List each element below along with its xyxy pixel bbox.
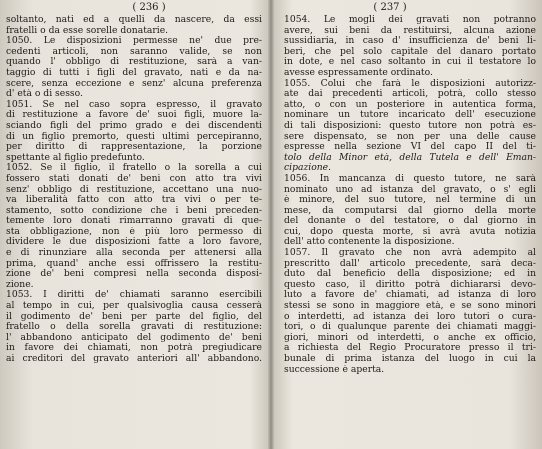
text-line: e di rinunziare alla seconda per attenersi alla [6, 248, 262, 259]
text-line: senz' obbligo di restituzione, accettano una nuo- [6, 184, 262, 195]
text-line: 1055. Colui che farà le disposizioni autorizz- [284, 78, 536, 89]
text-line: cui, dopo questa morte, si avrà avuta notizia [284, 226, 536, 237]
text-line: di un figlio premorto, questi ultimi percepiranno, [6, 131, 262, 142]
text-line: beri, che pel solo capitale del danaro portato [284, 46, 536, 57]
text-line: dell' atto contenente la disposizione. [284, 237, 455, 248]
text-line: atto, o con un posteriore in autentica forma, [284, 99, 536, 110]
book-gutter [268, 0, 274, 449]
text-line: tolo della Minor età, della Tutela e dell' Eman- [284, 152, 536, 163]
text-line: 1052. Se il figlio, il fratello o la sorella a cui [6, 163, 262, 174]
text-line: luto a favore de' chiamati, ad istanza di loro [284, 290, 536, 301]
text-line: taggio di tutti i figli del gravato, nati e da na- [6, 67, 262, 78]
text-line: bunale di prima istanza del luogo in cui la [284, 354, 536, 364]
right-page [284, 2, 536, 447]
text-line: stamento, sotto condizione che i beni preceden- [6, 205, 262, 216]
text-line: 1057. Il gravato che non avrà adempito al [284, 248, 536, 259]
text-line: dividere le due disposizioni fatte a loro favore, [6, 237, 262, 248]
text-line: ate dai precedenti articoli, potrà, collo stesso [284, 89, 536, 100]
text-line: in favore dei chiamati, non potrà pregiudicare [6, 343, 262, 354]
text-line: mese, da computarsi dal giorno della morte [284, 205, 536, 216]
text-line: in dote, e nel caso soltanto in cui il testatore lo [284, 57, 536, 68]
text-line: nominare un tutore incaricato dell' esecuzione [284, 110, 536, 121]
text-line: sussidiaria, in caso d' insufficienza de' beni li- [284, 36, 536, 47]
text-line: 1051. Se nel caso sopra espresso, il gravato [6, 99, 262, 110]
text-line: cipazione. [284, 163, 332, 174]
text-line: prescritto dall' articolo precedente, sarà deca- [284, 258, 536, 269]
page-number-left: ( 236 ) [132, 2, 166, 13]
text-line: è minore, del suo tutore, nel termine di un [284, 195, 536, 206]
text-line: fratelli o da esse sorelle donatarie. [6, 25, 169, 36]
text-line: quando l' obbligo di restituzione, sarà a van- [6, 57, 262, 68]
text-line: stessi se sono in maggiore età, e se sono minori [284, 301, 536, 312]
text-line: avesse espressamente ordinato. [284, 67, 433, 78]
text-line: al tempo in cui, per qualsivoglia causa cesserà [6, 301, 262, 312]
text-line: d' età o di sesso. [6, 89, 83, 100]
text-line: duto dal beneficio della disposizione; ed in [284, 269, 536, 280]
text-line: a richiesta del Regio Procuratore presso il tri- [284, 343, 536, 354]
text-line: sciando figli del primo grado e dei discendenti [6, 120, 262, 131]
text-line: fossero stati donati de' beni con atto tra vivi [6, 173, 262, 184]
text-line: temente loro donati rimarranno gravati di que- [6, 216, 262, 227]
left-page [6, 2, 262, 447]
text-line: l' abbandono anticipato del godimento de' beni [6, 332, 262, 343]
text-line: sta obbligazione, non è più loro permesso di [6, 226, 262, 237]
text-line: spettante al figlio predefunto. [6, 152, 145, 163]
page-number-right: ( 237 ) [373, 2, 407, 13]
text-line: sere dispensato, se non per una delle cause [284, 131, 536, 142]
text-line: 1054. Le mogli dei gravati non potranno [284, 15, 536, 25]
text-line: giori, minori od interdetti, o anche ex officio, [284, 332, 536, 343]
text-line: successione è aperta. [284, 364, 385, 375]
text-line: ai creditori del gravato anteriori all' abbandono. [6, 354, 262, 364]
text-line: 1053. I diritti de' chiamati saranno esercibili [6, 290, 262, 301]
text-line: 1056. In mancanza di questo tutore, ne sarà [284, 173, 536, 184]
text-line: zione de' beni compresi nella seconda disposi- [6, 269, 262, 280]
text-line: prima, quand' anche essi offrissero la restitu- [6, 258, 262, 269]
text-line: questo caso, il diritto potrà dichiararsi devo- [284, 279, 536, 290]
text-line: fratello o della sorella gravati di restituzione: [6, 322, 262, 333]
text-line: nominato uno ad istanza del gravato, o s' egli [284, 184, 536, 195]
text-line: espresse nella sezione VI del capo II del ti- [284, 142, 536, 153]
text-line: di tali disposizioni: questo tutore non potrà es- [284, 120, 536, 131]
text-line: 1050. Le disposizioni permesse ne' due pre- [6, 36, 262, 47]
text-line: zione. [6, 279, 34, 290]
text-line: o interdetti, ad istanza dei loro tutori o cura- [284, 311, 536, 322]
text-line: avere, sui beni da restituirsi, alcuna azione [284, 25, 536, 36]
text-line: di restituzione a favore de' suoi figli, muore la- [6, 110, 262, 121]
text-line: per diritto di rappresentazione, la porzione [6, 142, 262, 153]
text-line: va liberalità fatto con atto tra vivi o per te- [6, 195, 262, 206]
text-line: soltanto, nati ed a quelli da nascere, da essi [6, 15, 262, 25]
left-page-text [6, 15, 262, 365]
text-line: tori, o di qualunque parente dei chiamati maggi- [284, 322, 536, 333]
right-page-text [284, 15, 536, 375]
text-line: del donante o del testatore, o dal giorno in [284, 216, 536, 227]
text-line: il godimento de' beni per parte del figlio, del [6, 311, 262, 322]
text-line: scere, senza eccezione e senz' alcuna preferenza [6, 78, 262, 89]
text-line: cedenti articoli, non saranno valide, se non [6, 46, 262, 57]
